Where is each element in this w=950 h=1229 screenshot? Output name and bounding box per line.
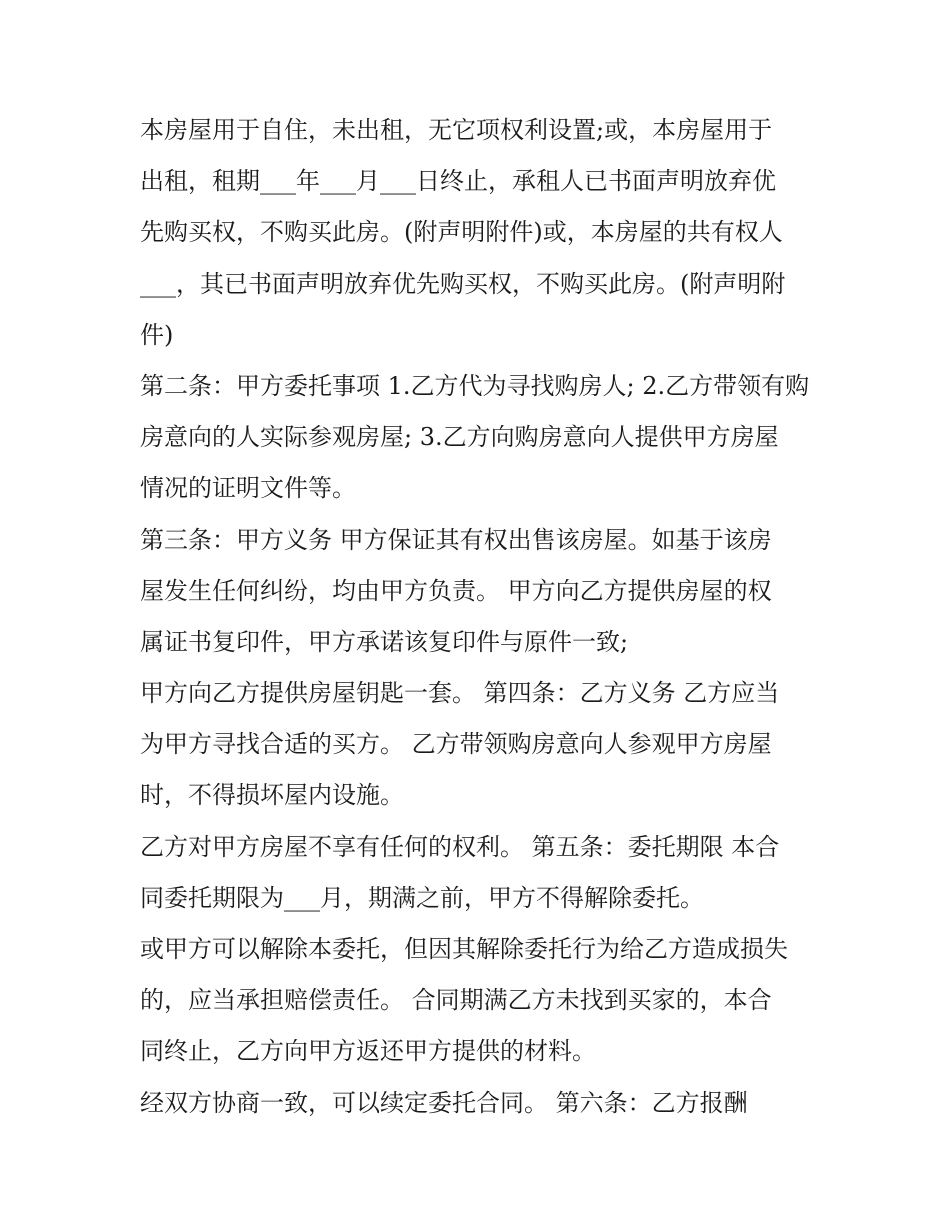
text-line: 先购买权，不购买此房。(附声明附件)或，本房屋的共有权人 bbox=[140, 218, 783, 247]
text-line: 的，应当承担赔偿责任。 合同期满乙方未找到买家的，本合 bbox=[140, 986, 772, 1015]
contract-body-text bbox=[140, 105, 820, 1129]
text-line: 属证书复印件，甲方承诺该复印件与原件一致; bbox=[140, 627, 629, 656]
text-line: 第三条：甲方义务 甲方保证其有权出售该房屋。如基于该房 bbox=[140, 525, 772, 554]
text-line: 本房屋用于自住，未出租，无它项权利设置;或，本房屋用于 bbox=[140, 116, 773, 144]
text-line: 或甲方可以解除本委托，但因其解除委托行为给乙方造成损失 bbox=[140, 935, 788, 963]
text-line: 第二条：甲方委托事项 1.乙方代为寻找购房人; 2.乙方带领有购 bbox=[140, 371, 810, 400]
text-line: 件) bbox=[140, 320, 174, 349]
text-line: 屋发生任何纠纷，均由甲方负责。 甲方向乙方提供房屋的权 bbox=[140, 576, 772, 605]
text-line: 甲方向乙方提供房屋钥匙一套。 第四条：乙方义务 乙方应当 bbox=[140, 679, 780, 708]
text-line: 同委托期限为___月，期满之前，甲方不得解除委托。 bbox=[140, 883, 704, 912]
text-line: 乙方对甲方房屋不享有任何的权利。 第五条：委托期限 本合 bbox=[140, 832, 780, 861]
text-line: 情况的证明文件等。 bbox=[140, 474, 356, 503]
text-line: 经双方协商一致，可以续定委托合同。 第六条：乙方报酬 bbox=[140, 1088, 748, 1117]
text-line: ___，其已书面声明放弃优先购买权，不购买此房。(附声明附 bbox=[140, 269, 786, 298]
text-line: 同终止，乙方向甲方返还甲方提供的材料。 bbox=[140, 1037, 596, 1066]
text-line: 出租，租期___年___月___日终止，承租人已书面声明放弃优 bbox=[140, 167, 776, 196]
text-line: 时，不得损坏屋内设施。 bbox=[140, 781, 404, 810]
text-line: 为甲方寻找合适的买方。 乙方带领购房意向人参观甲方房屋 bbox=[140, 730, 772, 759]
text-line: 房意向的人实际参观房屋; 3.乙方向购房意向人提供甲方房屋 bbox=[140, 423, 779, 452]
